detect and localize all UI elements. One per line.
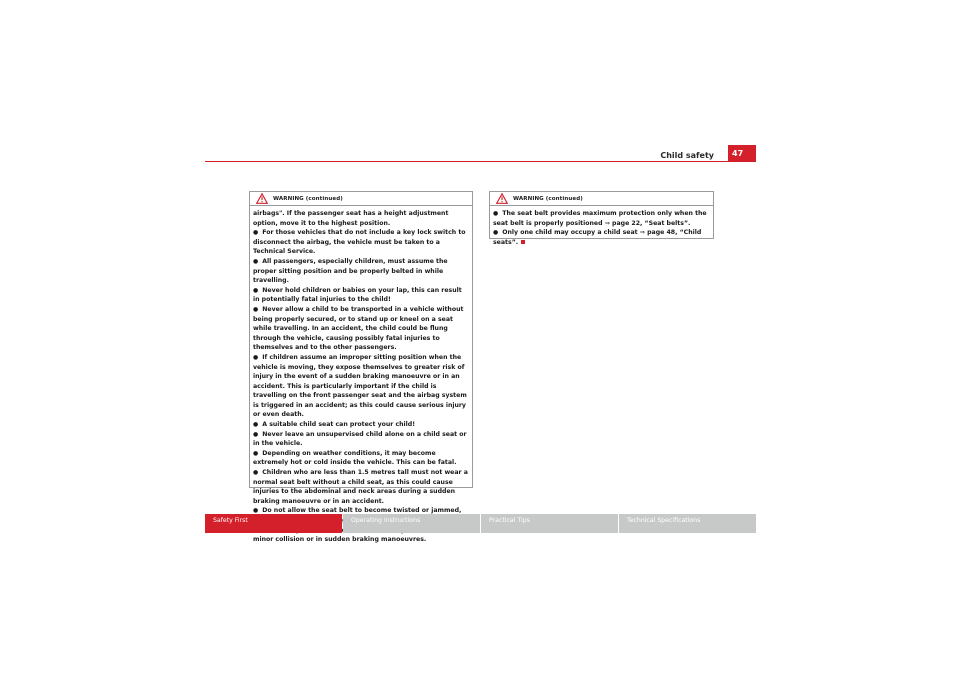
warning-bullet: ● Only one child may occupy a child seat ⇒ page 48, “Child seats”. — [493, 229, 702, 246]
warning-body — [250, 206, 472, 545]
bullet-icon: ● — [253, 229, 259, 237]
bullet-icon: ● — [253, 507, 259, 515]
cross-reference-link[interactable]: page 22, “Seat belts”. — [612, 219, 691, 227]
warning-box-right — [489, 191, 714, 246]
warning-body — [490, 206, 713, 247]
warning-bullet: ● Do not allow the seat belt to become twisted or jammed, — [253, 507, 462, 515]
warning-bullet: ● The seat belt provides maximum protection only when the seat belt is properly positioned ⇒ page 22, “Seat belts”. — [493, 210, 707, 227]
warning-bullet: ● All passengers, especially children, must assume the proper sitting position and be properly belted in while travelling. — [253, 257, 448, 285]
warning-bullet: ● If children assume an improper sitting position when the vehicle is moving, they expose themselves to greater risk of injury in the event of a sudden braking manoeuvre or in an accident. This is particularly important if the child is travelling on the front passenger seat and the airbag system is triggered in an accident; as this could cause serious injury or even death. — [253, 353, 467, 419]
warning-bullet: ● Depending on weather conditions, it may become extremely hot or cold inside the vehicle. This can be fatal. — [253, 449, 457, 467]
warning-header — [250, 192, 472, 206]
bullet-icon: ● — [253, 430, 259, 438]
bullet-icon: ● — [253, 421, 259, 429]
warning-title: WARNING (continued) — [273, 195, 343, 202]
tab-safety-first[interactable]: Safety First — [205, 514, 342, 533]
page-number: 47 — [728, 145, 756, 162]
warning-bullet: ● For those vehicles that do not include a key lock switch to disconnect the airbag, the vehicle must be taken to a Technical Service. — [253, 229, 466, 256]
bullet-icon: ● — [253, 353, 259, 361]
bullet-icon: ● — [253, 305, 259, 313]
warning-bullet: ● Never hold children or babies on your lap, this can result in potentially fatal injuries to the child! — [253, 286, 462, 304]
warning-bullet: ● Children who are less than 1.5 metres tall must not wear a normal seat belt without a child seat, as this could cause injuries to the abdominal and neck areas during a sudden braking manoeuvre or in an accident. — [253, 469, 468, 505]
section-end-icon — [521, 240, 525, 244]
warning-bullet: minor collision or in sudden braking manoeuvres. — [253, 526, 469, 545]
bullet-icon: ● — [493, 229, 499, 237]
warning-triangle-icon — [256, 193, 268, 204]
cross-reference-arrow-icon: ⇒ — [604, 219, 610, 227]
bullet-icon: ● — [493, 210, 499, 217]
cross-reference-link[interactable]: page 48, “Child seats”. — [493, 229, 702, 246]
bullet-icon: ● — [253, 286, 259, 294]
bullet-icon: ● — [253, 469, 259, 477]
warning-title: WARNING (continued) — [513, 195, 583, 202]
warning-triangle-icon — [496, 193, 508, 204]
tab-technical-specifications[interactable]: Technical Specifications — [619, 514, 756, 533]
cross-reference-arrow-icon: ⇒ — [639, 229, 645, 237]
page-header-title: Child safety — [660, 151, 714, 160]
warning-bullet: ● Never allow a child to be transported in a vehicle without being properly secured, or to stand up or kneel on a seat while travelling. In an accident, the child could be flung through the vehicle, causing possibly fatal injuries to themselves and to the other passengers. — [253, 305, 464, 352]
tab-practical-tips[interactable]: Practical Tips — [481, 514, 618, 533]
bullet-icon: ● — [253, 449, 259, 457]
warning-bullet: ● A suitable child seat can protect your child! — [253, 421, 416, 429]
footer-nav — [205, 514, 756, 533]
bullet-icon: ● — [253, 257, 259, 265]
warning-intro: airbags". If the passenger seat has a height adjustment option, move it to the highest position. — [253, 210, 449, 227]
header-rule — [205, 161, 756, 162]
warning-bullet: ● Never leave an unsupervised child alone on a child seat or in the vehicle. — [253, 430, 467, 448]
tab-operating-instructions[interactable]: Operating Instructions — [343, 514, 480, 533]
warning-header — [490, 192, 713, 206]
